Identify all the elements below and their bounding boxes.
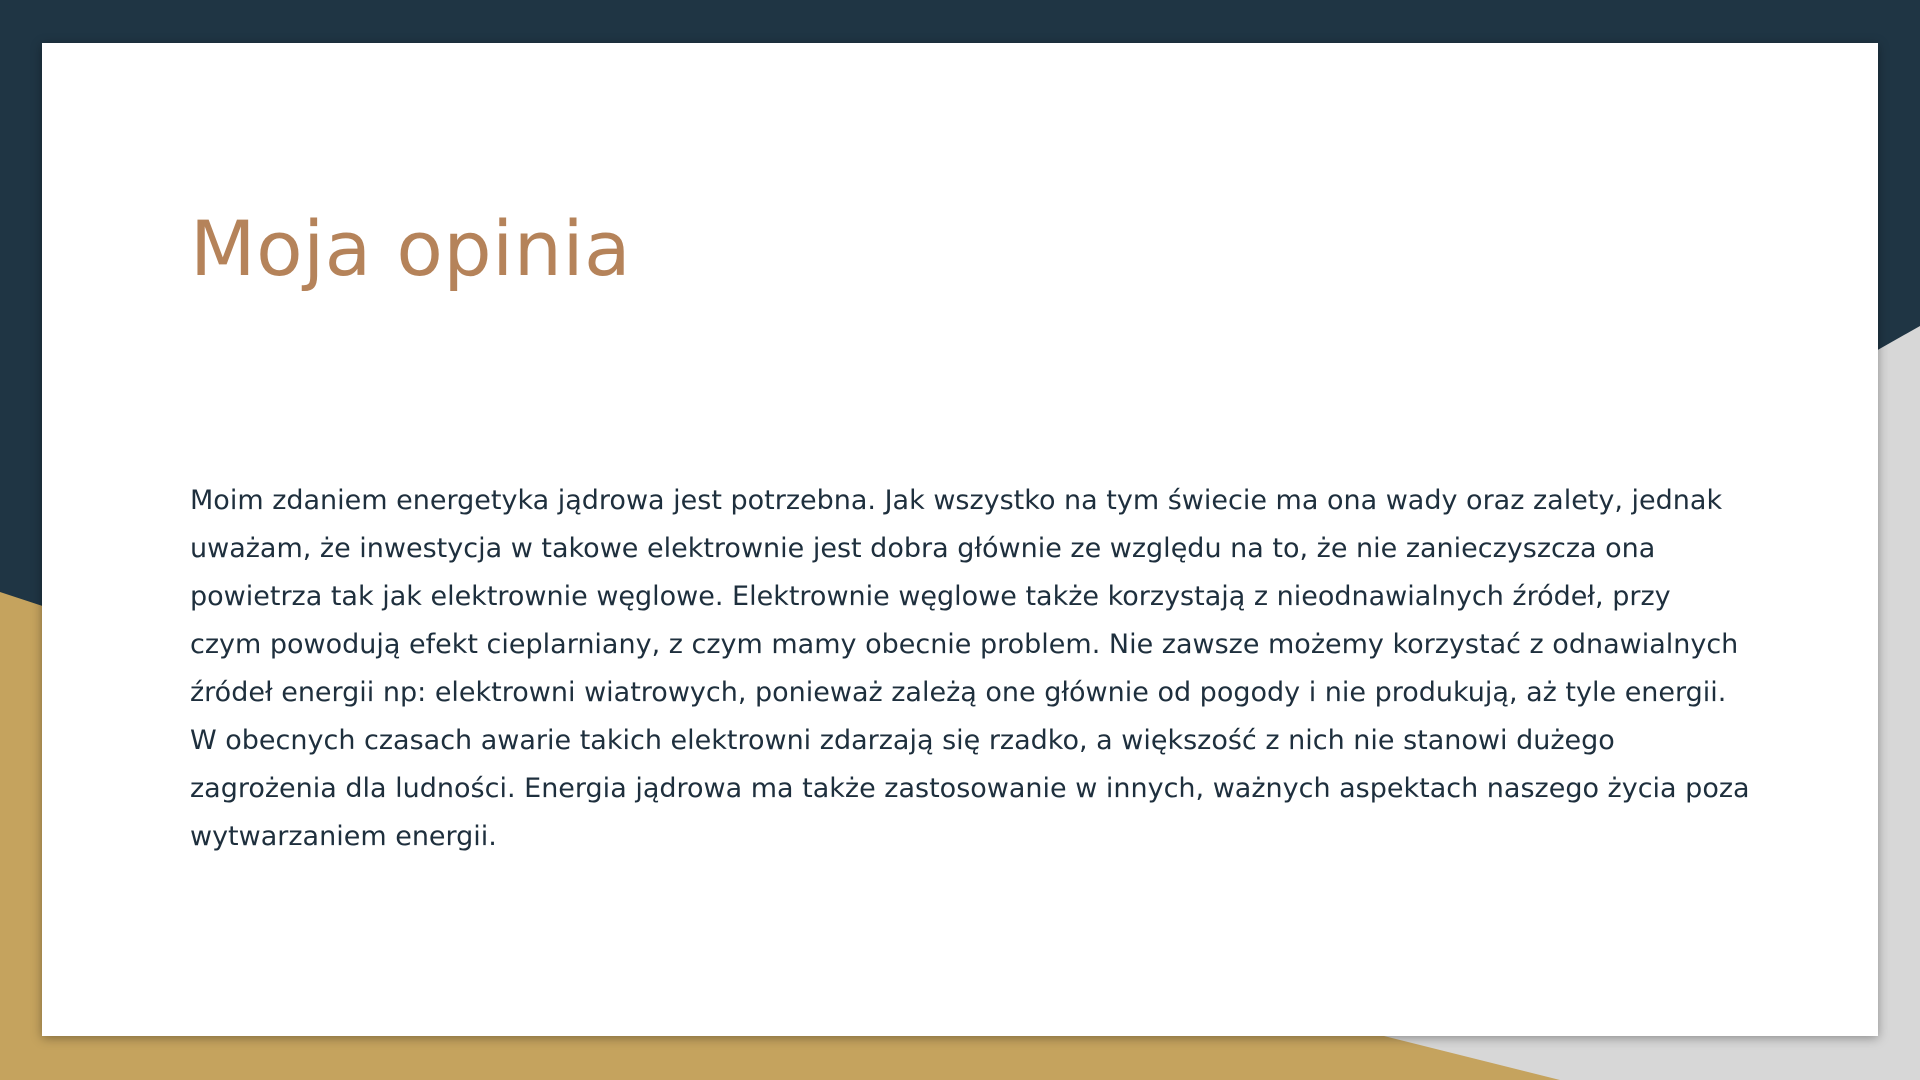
slide-body-text: Moim zdaniem energetyka jądrowa jest potrzebna. Jak wszystko na tym świecie ma ona wady oraz zalety, jednak uważam, że inwestycja w takowe elektrownie jest dobra głównie ze względu na to, że nie zanieczyszcza ona powietrza tak jak elektrownie węglowe. Elektrownie węglowe także korzystają z nieodnawialnych źródeł, przy czym powodują efekt cieplarniany, z czym mamy obecnie problem. Nie zawsze możemy korzystać z odnawialnych źródeł energii np: elektrowni wiatrowych, ponieważ zależą one głównie od pogody i nie produkują, aż tyle energii. W obecnych czasach awarie takich elektrowni zdarzają się rzadko, a większość z nich nie stanowi dużego zagrożenia dla ludności. Energia jądrowa ma także zastosowanie w innych, ważnych aspektach naszego życia poza wytwarzaniem energii.: [190, 485, 1750, 852]
slide-title: Moja opinia: [190, 204, 632, 293]
slide-canvas: [42, 43, 1878, 1036]
